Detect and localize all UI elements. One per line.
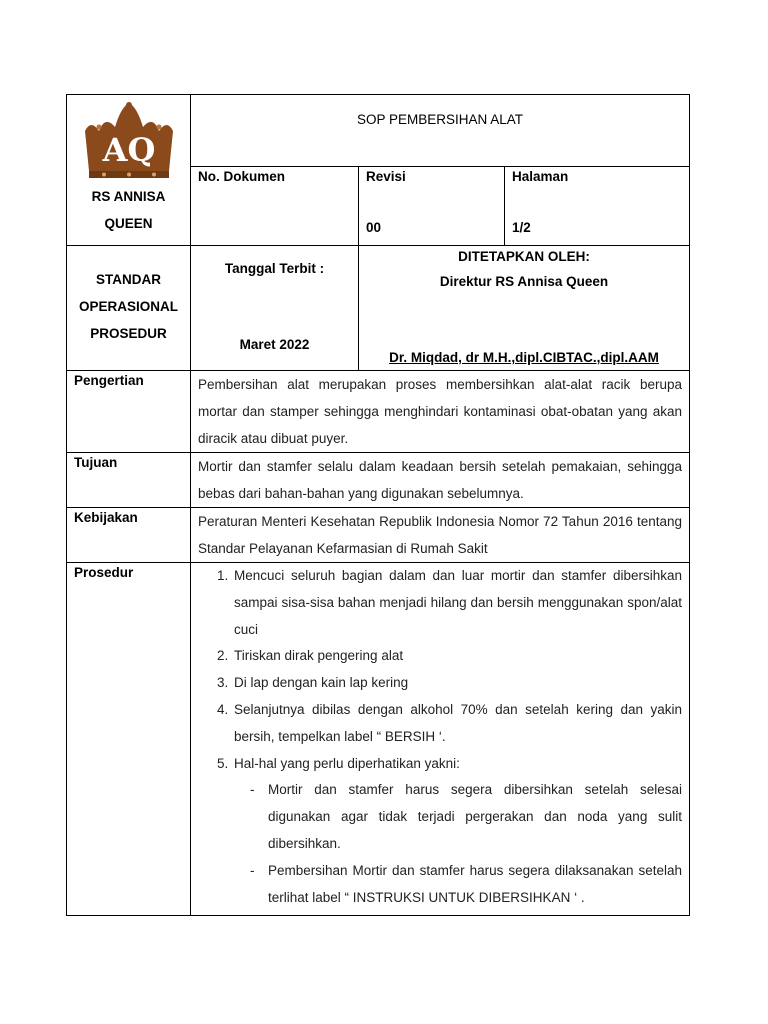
issue-date-cell: Tanggal Terbit : Maret 2022 [191, 246, 359, 371]
procedure-step: 3. Di lap dengan kain lap kering [232, 670, 682, 697]
procedure-content [191, 563, 690, 916]
procedure-step: 4. Selanjutnya dibilas dengan alkohol 70% dan setelah kering dan yakin bersih, tempelkan label “ BERSIH ‘. [232, 697, 682, 751]
director-signature-name: Dr. Miqdad, dr M.H.,dipl.CIBTAC.,dipl.AAM [389, 350, 659, 365]
purpose-text: Mortir dan stamfer selalu dalam keadaan bersih setelah pemakaian, sehingga bebas dari bahan-bahan yang digunakan sebelumnya. [191, 453, 690, 508]
procedure-substep: - Pembersihan Mortir dan stamfer harus segera dilaksanakan setelah terlihat label “ INSTRUKSI UNTUK DIBERSIHKAN ‘ . [250, 862, 682, 905]
purpose-label: Tujuan [67, 453, 191, 508]
definition-label: Pengertian [67, 371, 191, 453]
page-number-cell: Halaman 1/2 [505, 167, 690, 246]
procedure-label: Prosedur [67, 563, 191, 916]
policy-text: Peraturan Menteri Kesehatan Republik Indonesia Nomor 72 Tahun 2016 tentang Standar Pelayanan Kefarmasian di Rumah Sakit [191, 508, 690, 563]
procedure-step: 2. Tiriskan dirak pengering alat [232, 643, 682, 670]
definition-text: Pembersihan alat merupakan proses membersihkan alat-alat racik berupa mortar dan stamper sehingga menghindari kontaminasi obat-obatan yang akan diracik atau dibuat puyer. [191, 371, 690, 453]
revision-cell: Revisi 00 [359, 167, 505, 246]
hospital-logo-icon [79, 101, 179, 183]
procedure-substep: - Mortir dan stamfer harus segera dibersihkan setelah selesai digunakan agar tidak terjadi pergerakan dan noda yang sulit dibersihkan. [250, 782, 682, 851]
logo-cell [67, 95, 191, 246]
doc-number-cell: No. Dokumen [191, 167, 359, 246]
procedure-step: 1. Mencuci seluruh bagian dalam dan luar mortir dan stamfer dibersihkan sampai sisa-sisa bahan menjadi hilang dan bersih menggunakan spon/alat cuci [232, 563, 682, 643]
sop-document [66, 94, 689, 916]
procedure-substeps-list [234, 777, 682, 911]
sop-type-cell: STANDAR OPERASIONAL PROSEDUR [67, 246, 191, 371]
approved-by-cell: DITETAPKAN OLEH: Direktur RS Annisa Queen Dr. Miqdad, dr M.H.,dipl.CIBTAC.,dipl.AAM [359, 246, 690, 371]
procedure-steps-list [198, 563, 682, 911]
procedure-step: 5. Hal-hal yang perlu diperhatikan yakni: - Mortir dan stamfer harus segera dibersihkan setelah selesai digunakan agar tidak terjadi pergerakan dan noda yang sulit dibersihkan. - Pembersihan Mortir dan stamfer harus segera dilaksanakan setelah terlihat label “ INSTRUKSI UNTUK DIBERSIHKAN ‘ . [232, 751, 682, 912]
policy-label: Kebijakan [67, 508, 191, 563]
document-title: SOP PEMBERSIHAN ALAT [191, 95, 690, 167]
hospital-name: RS ANNISA QUEEN [91, 189, 166, 231]
sop-table [66, 94, 690, 916]
svg-text:AQ: AQ [102, 131, 155, 169]
